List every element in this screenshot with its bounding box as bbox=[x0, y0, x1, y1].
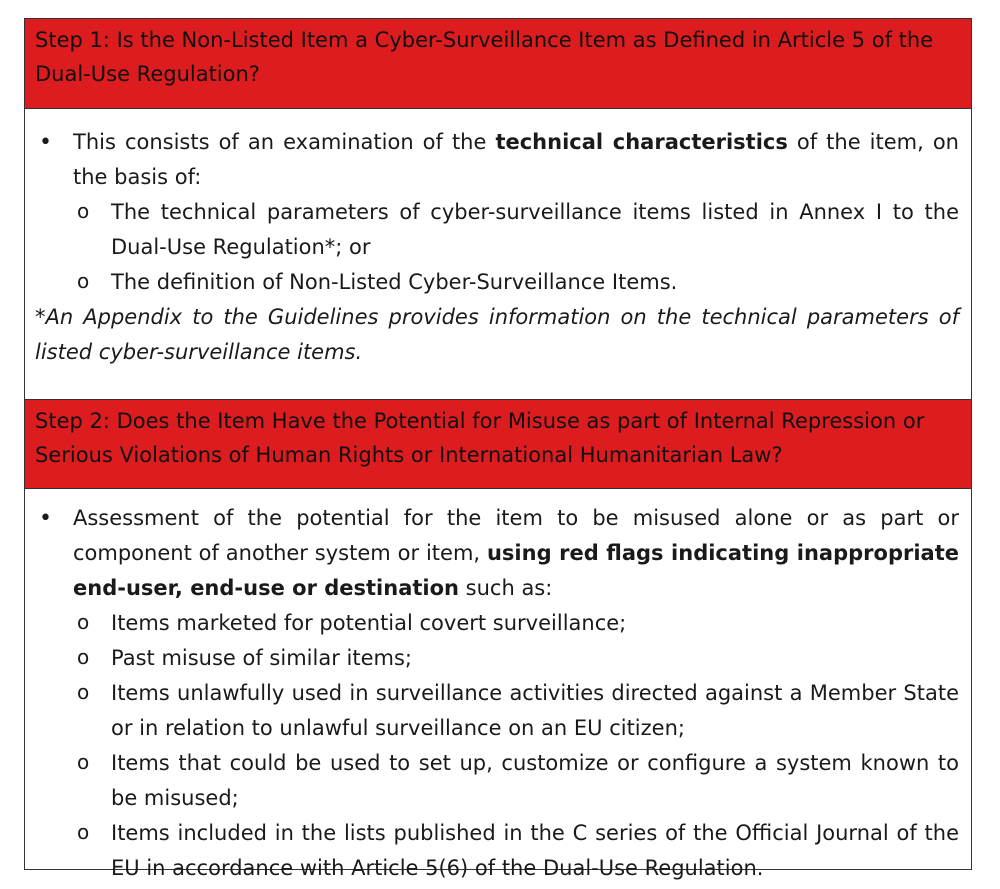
step2-bullet-bold: using red flags indicating inappropriate end-user, end-use or destination bbox=[73, 541, 959, 600]
step1-footnote: *An Appendix to the Guidelines provides information on the technical parameters of listed cyber-surveillance items. bbox=[35, 305, 959, 364]
step1-bullet-text: This consists of an examination of the bbox=[73, 130, 496, 154]
step2-sub-item: o Items that could be used to set up, customize or configure a system known to be misused; bbox=[35, 746, 959, 816]
step2-bullet bbox=[35, 501, 959, 606]
step2-body bbox=[25, 489, 971, 886]
step2-header: Step 2: Does the Item Have the Potential for Misuse as part of Internal Repression or Serious Violations of Human Rights or International Humanitarian Law? bbox=[25, 399, 971, 489]
step1-bullet-text-end: of the item, on the basis of: bbox=[73, 130, 959, 189]
step1-sub-item: o The technical parameters of cyber-surveillance items listed in Annex I to the Dual-Use Regulation*; or bbox=[35, 195, 959, 265]
step2-sub-item: o Past misuse of similar items; bbox=[35, 641, 959, 676]
step1-body bbox=[25, 109, 971, 399]
step2-bullet-text-end: such as: bbox=[458, 576, 553, 600]
step2-sub-item: o Items marketed for potential covert surveillance; bbox=[35, 606, 959, 641]
step1-sub-item: o The definition of Non-Listed Cyber-Surveillance Items. bbox=[35, 265, 959, 300]
step2-sub-item: o Items unlawfully used in surveillance activities directed against a Member State or in relation to unlawful surveillance on an EU citizen; bbox=[35, 676, 959, 746]
step2-bullet-text: Assessment of the potential for the item to be misused alone or as part or component of another system or item, bbox=[73, 506, 959, 565]
step1-bullet bbox=[35, 125, 959, 195]
guidelines-table bbox=[24, 18, 972, 880]
step1-bullet-bold: technical characteristics bbox=[495, 130, 788, 154]
step1-header: Step 1: Is the Non-Listed Item a Cyber-Surveillance Item as Defined in Article 5 of the Dual-Use Regulation? bbox=[25, 19, 971, 109]
step2-sub-item: o Items included in the lists published in the C series of the Official Journal of the EU in accordance with Article 5(6) of the Dual-Use Regulation. bbox=[35, 816, 959, 886]
